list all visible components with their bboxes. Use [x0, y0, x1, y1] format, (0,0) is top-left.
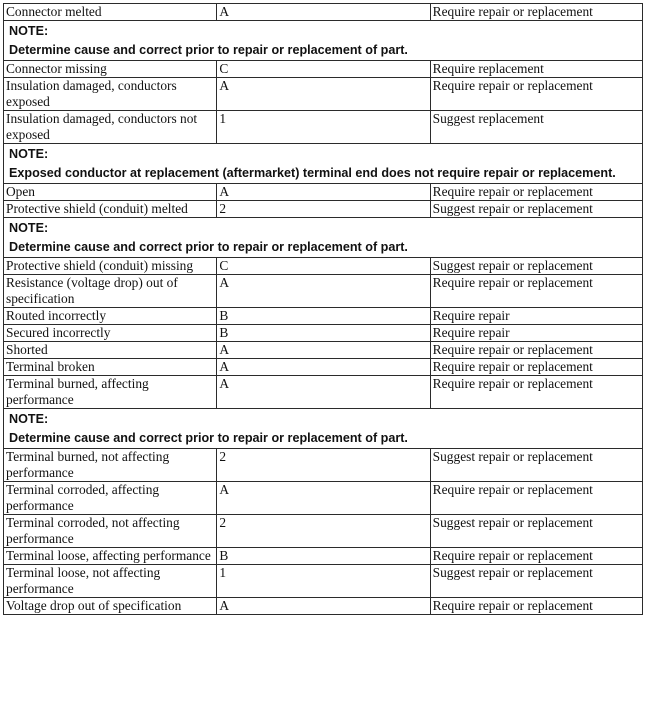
table-row: [4, 201, 643, 218]
condition-cell: Terminal corroded, not affecting performance: [4, 515, 217, 548]
condition-cell: Open: [4, 184, 217, 201]
table-row: [4, 111, 643, 144]
table-row: [4, 598, 643, 615]
table-row: [4, 275, 643, 308]
action-cell: Require repair or replacement: [430, 548, 642, 565]
code-cell: A: [217, 78, 430, 111]
code-cell: A: [217, 4, 430, 21]
note-text: Determine cause and correct prior to repair or replacement of part.: [9, 431, 408, 445]
action-cell: Suggest replacement: [430, 111, 642, 144]
condition-cell: Protective shield (conduit) missing: [4, 258, 217, 275]
note-title: NOTE:: [9, 221, 49, 235]
action-cell: Require repair: [430, 325, 642, 342]
action-cell: Require repair or replacement: [430, 359, 642, 376]
action-cell: Require repair or replacement: [430, 184, 642, 201]
code-cell: B: [217, 325, 430, 342]
action-cell: Require replacement: [430, 61, 642, 78]
condition-cell: Terminal burned, affecting performance: [4, 376, 217, 409]
condition-cell: Terminal corroded, affecting performance: [4, 482, 217, 515]
wiring-condition-table: [3, 3, 643, 615]
condition-cell: Terminal burned, not affecting performance: [4, 449, 217, 482]
table-row: [4, 184, 643, 201]
code-cell: A: [217, 376, 430, 409]
code-cell: 2: [217, 515, 430, 548]
condition-cell: Resistance (voltage drop) out of specification: [4, 275, 217, 308]
condition-cell: Terminal broken: [4, 359, 217, 376]
note-cell: [4, 21, 643, 61]
table-row: [4, 548, 643, 565]
table-row: [4, 565, 643, 598]
code-cell: A: [217, 482, 430, 515]
condition-cell: Connector melted: [4, 4, 217, 21]
action-cell: Require repair or replacement: [430, 275, 642, 308]
note-title: NOTE:: [9, 24, 49, 38]
code-cell: B: [217, 308, 430, 325]
table-row: [4, 308, 643, 325]
code-cell: 2: [217, 449, 430, 482]
action-cell: Suggest repair or replacement: [430, 449, 642, 482]
condition-cell: Insulation damaged, conductors exposed: [4, 78, 217, 111]
code-cell: B: [217, 548, 430, 565]
action-cell: Require repair or replacement: [430, 78, 642, 111]
table-row: [4, 61, 643, 78]
action-cell: Require repair or replacement: [430, 376, 642, 409]
note-text: Exposed conductor at replacement (aftermarket) terminal end does not require repair or replacement.: [9, 166, 616, 180]
note-title: NOTE:: [9, 147, 49, 161]
table-row: [4, 359, 643, 376]
table-row: [4, 342, 643, 359]
action-cell: Require repair or replacement: [430, 598, 642, 615]
note-row: [4, 409, 643, 449]
condition-cell: Routed incorrectly: [4, 308, 217, 325]
action-cell: Require repair: [430, 308, 642, 325]
table-row: [4, 449, 643, 482]
condition-cell: Shorted: [4, 342, 217, 359]
action-cell: Suggest repair or replacement: [430, 201, 642, 218]
code-cell: C: [217, 258, 430, 275]
action-cell: Suggest repair or replacement: [430, 565, 642, 598]
code-cell: 1: [217, 111, 430, 144]
code-cell: C: [217, 61, 430, 78]
table-row: [4, 376, 643, 409]
table-row: [4, 78, 643, 111]
action-cell: Require repair or replacement: [430, 482, 642, 515]
note-row: [4, 144, 643, 184]
condition-cell: Secured incorrectly: [4, 325, 217, 342]
condition-cell: Voltage drop out of specification: [4, 598, 217, 615]
code-cell: A: [217, 275, 430, 308]
note-cell: [4, 218, 643, 258]
note-text: Determine cause and correct prior to repair or replacement of part.: [9, 43, 408, 57]
condition-cell: Terminal loose, affecting performance: [4, 548, 217, 565]
code-cell: A: [217, 359, 430, 376]
condition-cell: Connector missing: [4, 61, 217, 78]
code-cell: A: [217, 598, 430, 615]
note-text: Determine cause and correct prior to repair or replacement of part.: [9, 240, 408, 254]
action-cell: Require repair or replacement: [430, 4, 642, 21]
note-cell: [4, 409, 643, 449]
action-cell: Require repair or replacement: [430, 342, 642, 359]
action-cell: Suggest repair or replacement: [430, 258, 642, 275]
table-row: [4, 515, 643, 548]
code-cell: 1: [217, 565, 430, 598]
table-row: [4, 482, 643, 515]
code-cell: A: [217, 342, 430, 359]
note-row: [4, 21, 643, 61]
condition-cell: Terminal loose, not affecting performance: [4, 565, 217, 598]
condition-cell: Protective shield (conduit) melted: [4, 201, 217, 218]
note-row: [4, 218, 643, 258]
table-row: [4, 258, 643, 275]
note-cell: [4, 144, 643, 184]
code-cell: 2: [217, 201, 430, 218]
code-cell: A: [217, 184, 430, 201]
table-row: [4, 325, 643, 342]
condition-cell: Insulation damaged, conductors not exposed: [4, 111, 217, 144]
action-cell: Suggest repair or replacement: [430, 515, 642, 548]
note-title: NOTE:: [9, 412, 49, 426]
table-row: [4, 4, 643, 21]
